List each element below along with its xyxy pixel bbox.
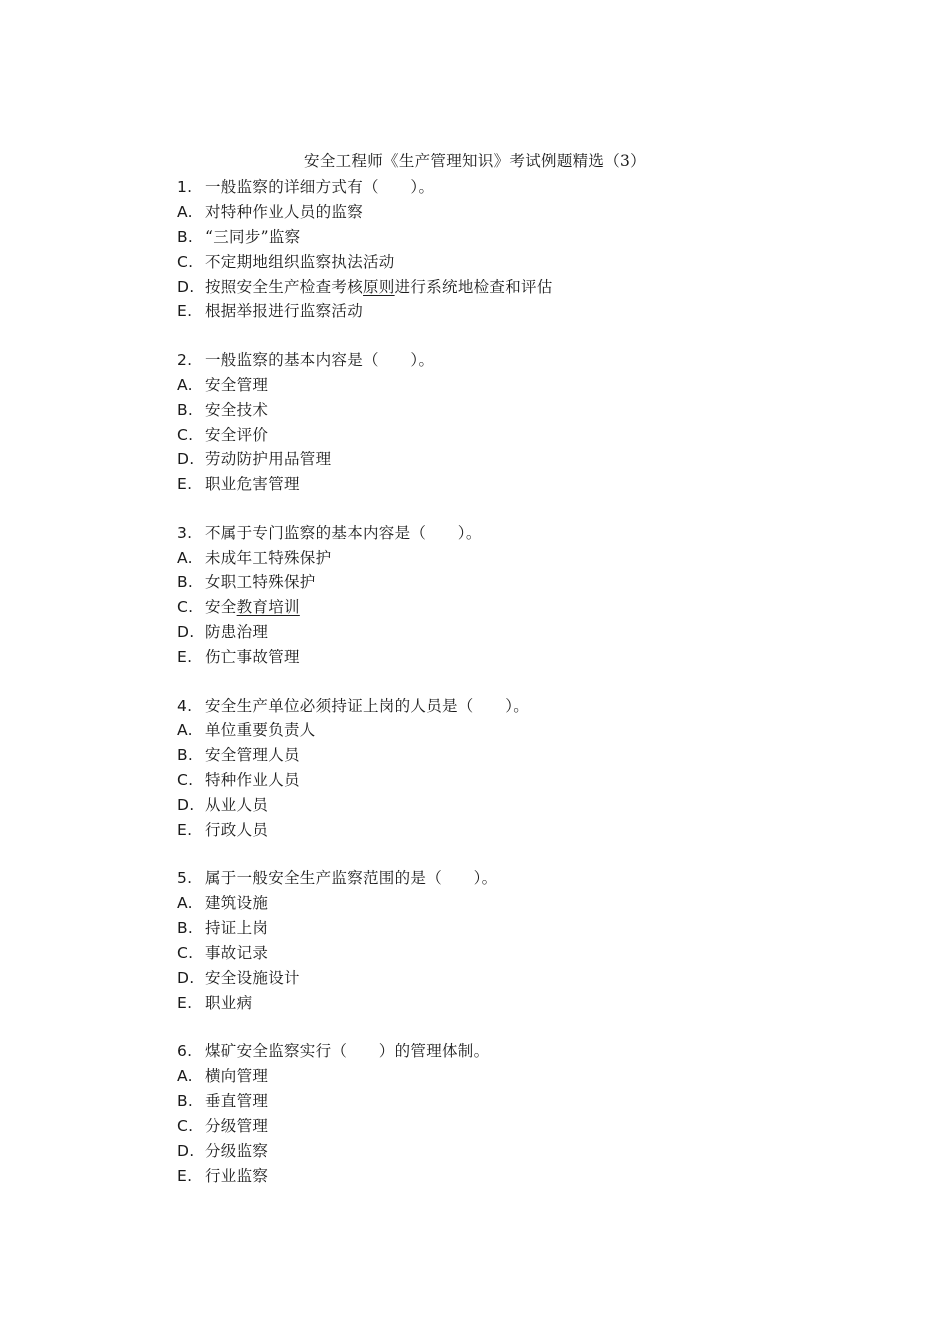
question-text: 煤矿安全监察实行（ ）的管理体制。 [205, 1042, 490, 1061]
question-stem [177, 348, 877, 373]
underlined-link-text: 教育培训 [236, 598, 300, 617]
option-c [177, 941, 877, 966]
question-number: 1. [177, 178, 193, 196]
option-text: 防患治理 [205, 623, 269, 642]
option-text-post: 进行系统地检查和评估 [394, 277, 553, 296]
option-text: 安全设施设计 [205, 968, 300, 987]
question-6 [177, 1039, 877, 1188]
option-label: D. [177, 277, 195, 296]
option-text: 不定期地组织监察执法活动 [205, 252, 395, 271]
option-b [177, 570, 877, 595]
option-c [177, 250, 877, 275]
option-d [177, 966, 877, 991]
option-label: B. [177, 746, 194, 765]
option-d [177, 793, 877, 818]
option-label: B. [177, 919, 194, 938]
option-text: 单位重要负责人 [205, 721, 316, 740]
option-label: E. [177, 993, 193, 1012]
option-d [177, 275, 877, 300]
option-text: 对特种作业人员的监察 [205, 202, 364, 221]
option-b [177, 743, 877, 768]
option-text: 劳动防护用品管理 [205, 450, 332, 469]
option-e [177, 299, 877, 324]
question-text: 一般监察的详细方式有（ ）。 [205, 178, 435, 196]
option-e [177, 472, 877, 497]
option-e [177, 818, 877, 843]
question-4 [177, 694, 877, 843]
question-2 [177, 348, 877, 497]
option-a [177, 200, 877, 225]
option-a [177, 718, 877, 743]
option-d [177, 620, 877, 645]
document-title: 安全工程师《生产管理知识》考试例题精选（3） [304, 152, 646, 170]
question-3 [177, 521, 877, 670]
option-label: E. [177, 475, 193, 494]
option-text: 分级监察 [205, 1141, 269, 1160]
option-e [177, 991, 877, 1016]
option-text: 分级管理 [205, 1116, 269, 1135]
option-label: C. [177, 944, 194, 963]
question-5 [177, 866, 877, 1015]
option-label: C. [177, 771, 194, 790]
option-text: 横向管理 [205, 1067, 269, 1086]
option-label: C. [177, 1116, 194, 1135]
option-label: A. [177, 894, 193, 913]
option-label: C. [177, 598, 194, 617]
option-d [177, 447, 877, 472]
question-number: 6. [177, 1042, 193, 1061]
option-label: E. [177, 648, 193, 667]
question-number: 2. [177, 350, 193, 369]
question-stem [177, 866, 877, 891]
option-text: 行业监察 [205, 1166, 269, 1185]
question-number: 5. [177, 869, 193, 888]
option-label: D. [177, 796, 195, 815]
option-text: 持证上岗 [205, 919, 269, 938]
option-a [177, 1064, 877, 1089]
question-number: 4. [177, 696, 193, 715]
option-text-pre: 安全 [205, 598, 237, 617]
option-label: A. [177, 548, 193, 567]
option-b [177, 398, 877, 423]
option-text: 事故记录 [205, 944, 269, 963]
option-a [177, 891, 877, 916]
option-label: B. [177, 573, 194, 592]
option-a [177, 373, 877, 398]
option-text: 职业病 [205, 993, 253, 1012]
option-text: “三同步”监察 [205, 227, 301, 246]
option-label: B. [177, 227, 194, 246]
option-c [177, 423, 877, 448]
option-b [177, 916, 877, 941]
option-text: 安全技术 [205, 400, 269, 419]
question-number: 3. [177, 523, 193, 542]
option-text: 女职工特殊保护 [205, 573, 316, 592]
option-label: D. [177, 968, 195, 987]
option-b [177, 1089, 877, 1114]
option-label: E. [177, 820, 193, 839]
option-label: E. [177, 302, 193, 321]
option-label: B. [177, 1092, 194, 1110]
option-label: A. [177, 1067, 193, 1086]
option-label: C. [177, 252, 194, 271]
option-text: 未成年工特殊保护 [205, 548, 332, 567]
option-text: 行政人员 [205, 820, 269, 839]
option-text: 从业人员 [205, 796, 269, 815]
option-c [177, 595, 877, 620]
question-text: 属于一般安全生产监察范围的是（ ）。 [205, 869, 498, 888]
option-text: 伤亡事故管理 [205, 648, 300, 667]
option-text: 安全评价 [205, 425, 269, 444]
option-c [177, 1114, 877, 1139]
question-1 [177, 175, 877, 324]
option-text: 垂直管理 [205, 1092, 269, 1110]
option-e [177, 645, 877, 670]
option-b [177, 225, 877, 250]
option-label: B. [177, 400, 194, 419]
question-text: 不属于专门监察的基本内容是（ ）。 [205, 523, 482, 542]
question-stem [177, 521, 877, 546]
option-text-pre: 按照安全生产检查考核 [205, 277, 364, 296]
question-text: 安全生产单位必须持证上岗的人员是（ ）。 [205, 696, 530, 715]
question-list [177, 175, 877, 1212]
option-label: D. [177, 450, 195, 469]
option-label: D. [177, 623, 195, 642]
option-c [177, 768, 877, 793]
option-text: 安全管理人员 [205, 746, 300, 765]
question-text: 一般监察的基本内容是（ ）。 [205, 350, 435, 369]
option-text: 特种作业人员 [205, 771, 300, 790]
option-e [177, 1164, 877, 1189]
underlined-link-text: 原则 [363, 277, 395, 296]
option-label: D. [177, 1141, 195, 1160]
question-stem [177, 694, 877, 719]
option-label: A. [177, 375, 193, 394]
option-text: 根据举报进行监察活动 [205, 302, 364, 321]
option-d [177, 1139, 877, 1164]
question-stem [177, 1039, 877, 1064]
option-label: E. [177, 1166, 193, 1185]
question-stem [177, 175, 877, 200]
option-label: A. [177, 202, 193, 221]
option-a [177, 546, 877, 571]
option-text: 建筑设施 [205, 894, 269, 913]
option-text: 职业危害管理 [205, 475, 300, 494]
option-label: A. [177, 721, 193, 740]
option-text: 安全管理 [205, 375, 269, 394]
option-label: C. [177, 425, 194, 444]
